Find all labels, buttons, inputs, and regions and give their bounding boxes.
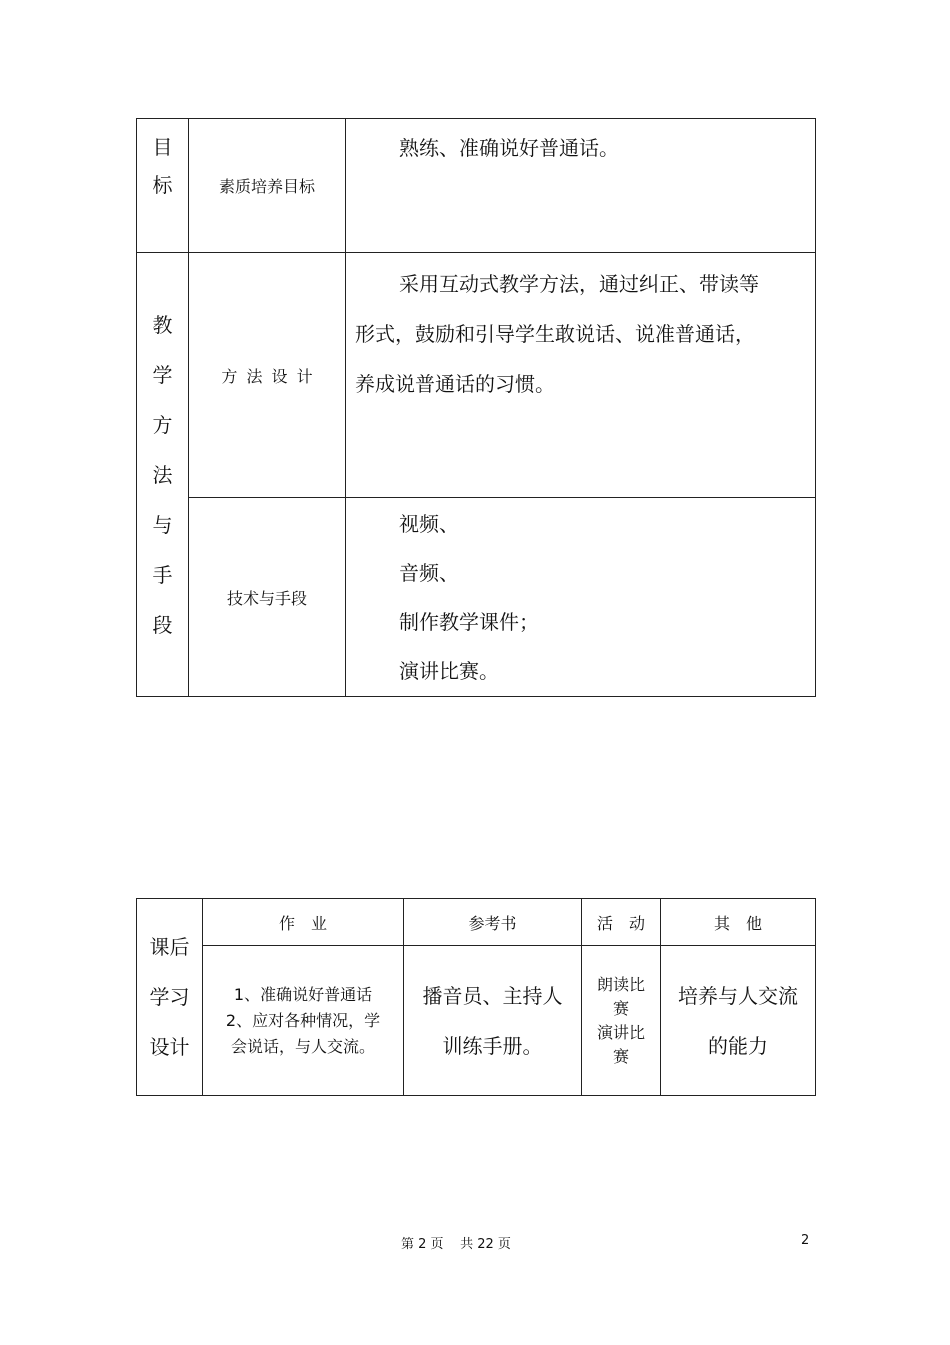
method-design-line: 形式，鼓励和引导学生敢说话、说准普通话， <box>355 322 755 346</box>
method-design-line: 采用互动式教学方法，通过纠正、带读等 <box>399 272 759 296</box>
technique-item: 音频、 <box>399 561 459 585</box>
reference-line: 训练手册。 <box>442 1033 543 1058</box>
goals-row <box>137 119 816 253</box>
header-homework: 作 业 <box>203 899 404 946</box>
page-number: 2 <box>801 1233 810 1248</box>
activity-line: 演讲比 <box>596 1022 645 1042</box>
homework-content <box>203 946 404 1096</box>
reference-line: 播音员、主持人 <box>422 983 563 1008</box>
lesson-plan-table <box>136 118 816 697</box>
goals-content <box>346 119 816 253</box>
technique-content <box>346 498 816 697</box>
method-design-label: 方 法 设 计 <box>189 253 346 498</box>
goals-text: 熟练、准确说好普通话。 <box>399 136 619 160</box>
activity-line: 赛 <box>612 1046 629 1066</box>
after-class-side-line: 设计 <box>149 1035 190 1059</box>
technique-label: 技术与手段 <box>189 498 346 697</box>
after-class-header-row <box>137 899 816 946</box>
after-class-body-row <box>137 946 816 1096</box>
other-content <box>661 946 816 1096</box>
activity-line: 朗读比 <box>596 974 645 994</box>
methods-side-char: 教 <box>152 312 173 337</box>
methods-side-char: 与 <box>152 512 173 537</box>
technique-item: 视频、 <box>399 512 459 536</box>
goals-side-label <box>137 119 189 253</box>
goals-side-char: 标 <box>152 173 173 197</box>
homework-line: 会说话，与人交流。 <box>230 1036 375 1056</box>
goals-side-char: 目 <box>152 135 173 159</box>
goals-row-label: 素质培养目标 <box>189 119 346 253</box>
method-design-line: 养成说普通话的习惯。 <box>355 372 555 396</box>
header-reference-book: 参考书 <box>404 899 582 946</box>
page-info: 第 2 页 共 22 页 <box>401 1237 511 1252</box>
after-class-side-line: 课后 <box>149 935 190 959</box>
header-other: 其 他 <box>661 899 816 946</box>
technique-item: 制作教学课件； <box>399 610 539 634</box>
reference-content <box>404 946 582 1096</box>
methods-side-char: 方 <box>152 412 173 437</box>
other-line: 培养与人交流 <box>678 983 798 1008</box>
methods-side-char: 法 <box>152 462 173 487</box>
other-line: 的能力 <box>708 1033 768 1058</box>
method-design-row <box>137 253 816 498</box>
methods-side-char: 手 <box>152 562 173 587</box>
method-design-content <box>346 253 816 498</box>
after-class-table <box>136 898 816 1096</box>
methods-side-char: 学 <box>152 362 173 387</box>
homework-line: 2、应对各种情况，学 <box>225 1010 381 1030</box>
after-class-side-label <box>137 899 203 1096</box>
homework-line: 1、准确说好普通话 <box>233 984 373 1004</box>
after-class-side-line: 学习 <box>149 985 190 1009</box>
activity-content <box>582 946 661 1096</box>
activity-line: 赛 <box>612 998 629 1018</box>
technique-item: 演讲比赛。 <box>399 659 499 683</box>
methods-side-label <box>137 253 189 697</box>
technique-row <box>137 498 816 697</box>
methods-side-char: 段 <box>152 612 173 637</box>
header-activity: 活 动 <box>582 899 661 946</box>
